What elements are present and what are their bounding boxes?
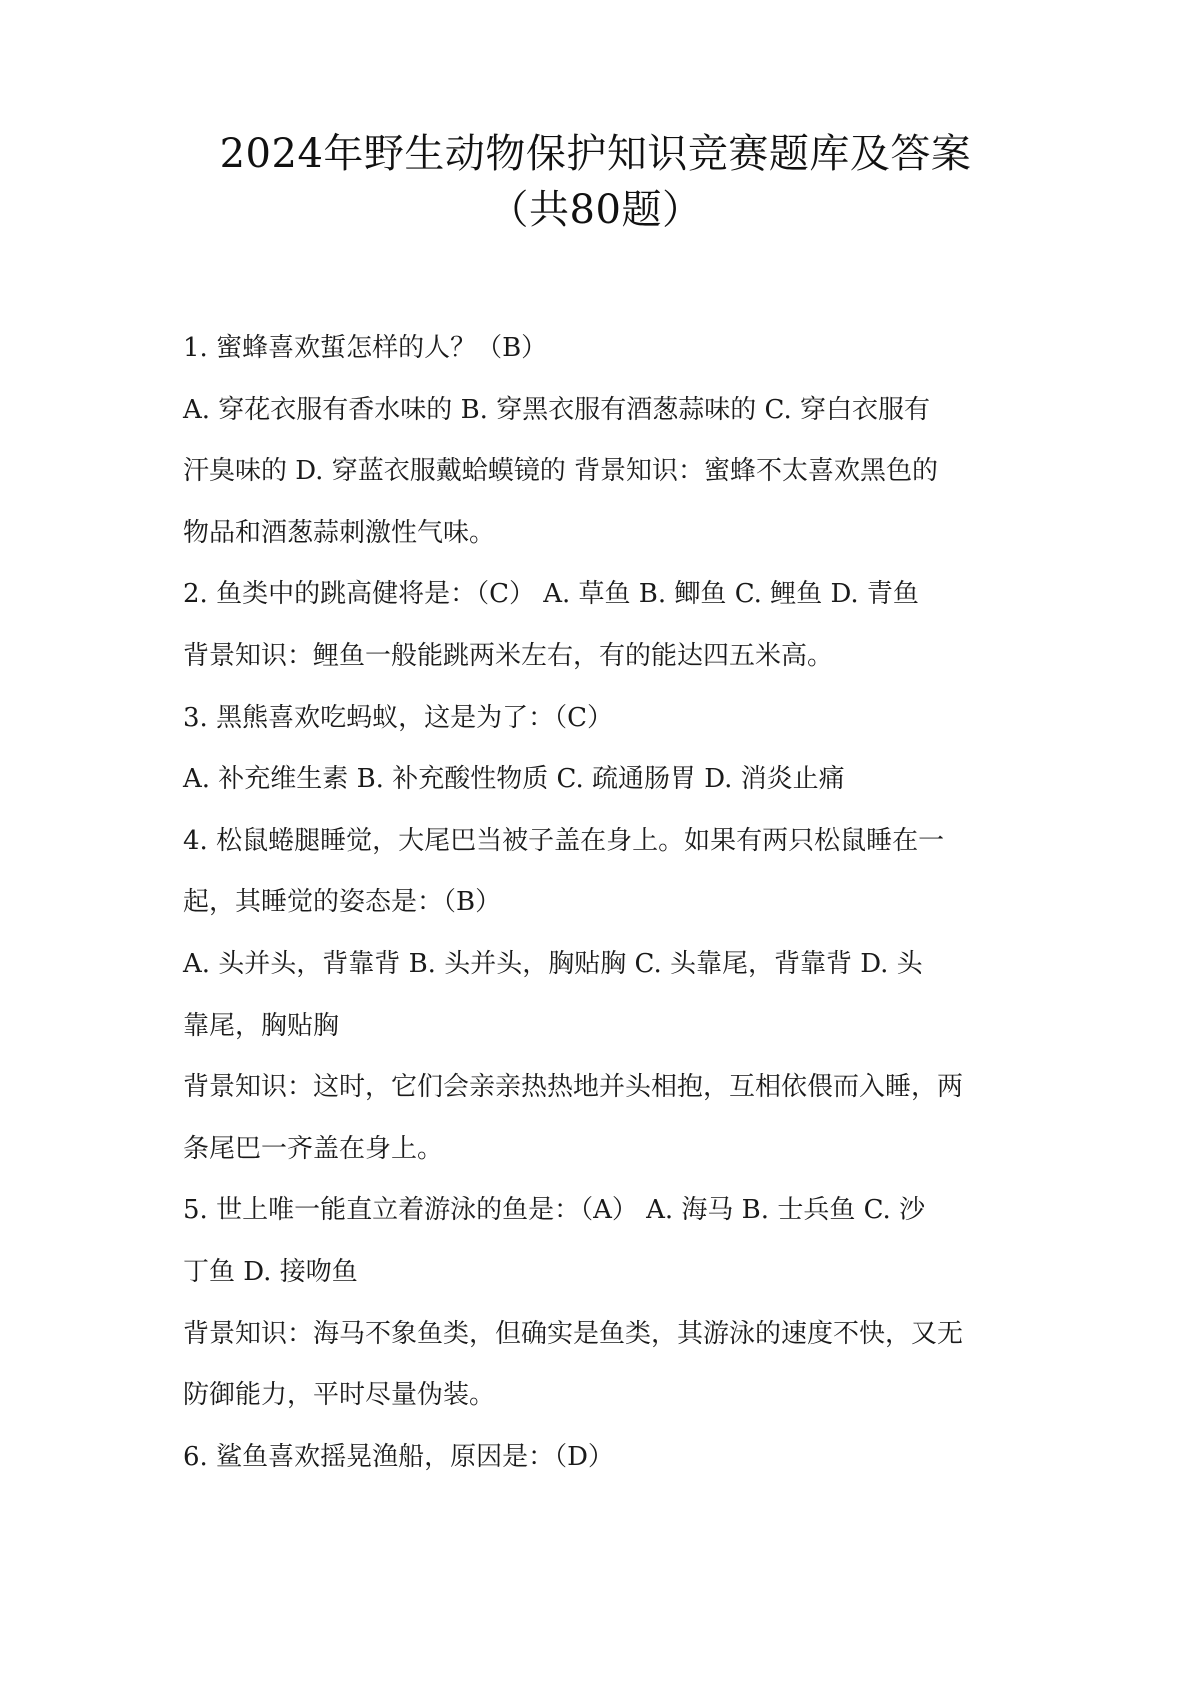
question-1-options-cont: 汗臭味的 D. 穿蓝衣服戴蛤蟆镜的 背景知识：蜜蜂不太喜欢黑色的 — [183, 456, 938, 487]
question-4-background-cont: 条尾巴一齐盖在身上。 — [183, 1133, 444, 1164]
question-4-background: 背景知识：这时，它们会亲亲热热地并头相抱，互相依偎而入睡，两 — [183, 1072, 964, 1103]
question-3-options: A. 补充维生素 B. 补充酸性物质 C. 疏通肠胃 D. 消炎止痛 — [183, 764, 845, 795]
question-5-background: 背景知识：海马不象鱼类，但确实是鱼类，其游泳的速度不快，又无 — [183, 1318, 964, 1349]
question-1-stem: 1. 蜜蜂喜欢蜇怎样的人？（B） — [183, 333, 548, 363]
document-body — [183, 318, 1023, 1488]
document-title — [0, 126, 1191, 238]
title-line-2: （共80题） — [488, 187, 703, 233]
question-4-stem-cont: 起，其睡觉的姿态是：（B） — [183, 887, 502, 918]
question-2-background: 背景知识：鲤鱼一般能跳两米左右，有的能达四五米高。 — [183, 640, 834, 671]
question-2-stem: 2. 鱼类中的跳高健将是：（C） A. 草鱼 B. 鲫鱼 C. 鲤鱼 D. 青鱼 — [183, 579, 919, 610]
question-5-options-cont: 丁鱼 D. 接吻鱼 — [183, 1256, 358, 1287]
question-5-stem: 5. 世上唯一能直立着游泳的鱼是：（A） A. 海马 B. 士兵鱼 C. 沙 — [183, 1195, 926, 1226]
question-4-options: A. 头并头，背靠背 B. 头并头，胸贴胸 C. 头靠尾，背靠背 D. 头 — [183, 948, 923, 979]
question-3-stem: 3. 黑熊喜欢吃蚂蚁，这是为了：（C） — [183, 702, 613, 733]
question-1-options: A. 穿花衣服有香水味的 B. 穿黑衣服有酒葱蒜味的 C. 穿白衣服有 — [183, 394, 930, 425]
question-4-stem: 4. 松鼠蜷腿睡觉，大尾巴当被子盖在身上。如果有两只松鼠睡在一 — [183, 825, 945, 856]
question-6-stem: 6. 鲨鱼喜欢摇晃渔船，原因是：（D） — [183, 1441, 614, 1472]
question-5-background-cont: 防御能力，平时尽量伪装。 — [183, 1380, 496, 1411]
title-line-1: 2024年野生动物保护知识竞赛题库及答案 — [219, 131, 972, 177]
question-4-options-cont: 靠尾，胸贴胸 — [183, 1010, 340, 1041]
question-1-background: 物品和酒葱蒜刺激性气味。 — [183, 517, 496, 548]
